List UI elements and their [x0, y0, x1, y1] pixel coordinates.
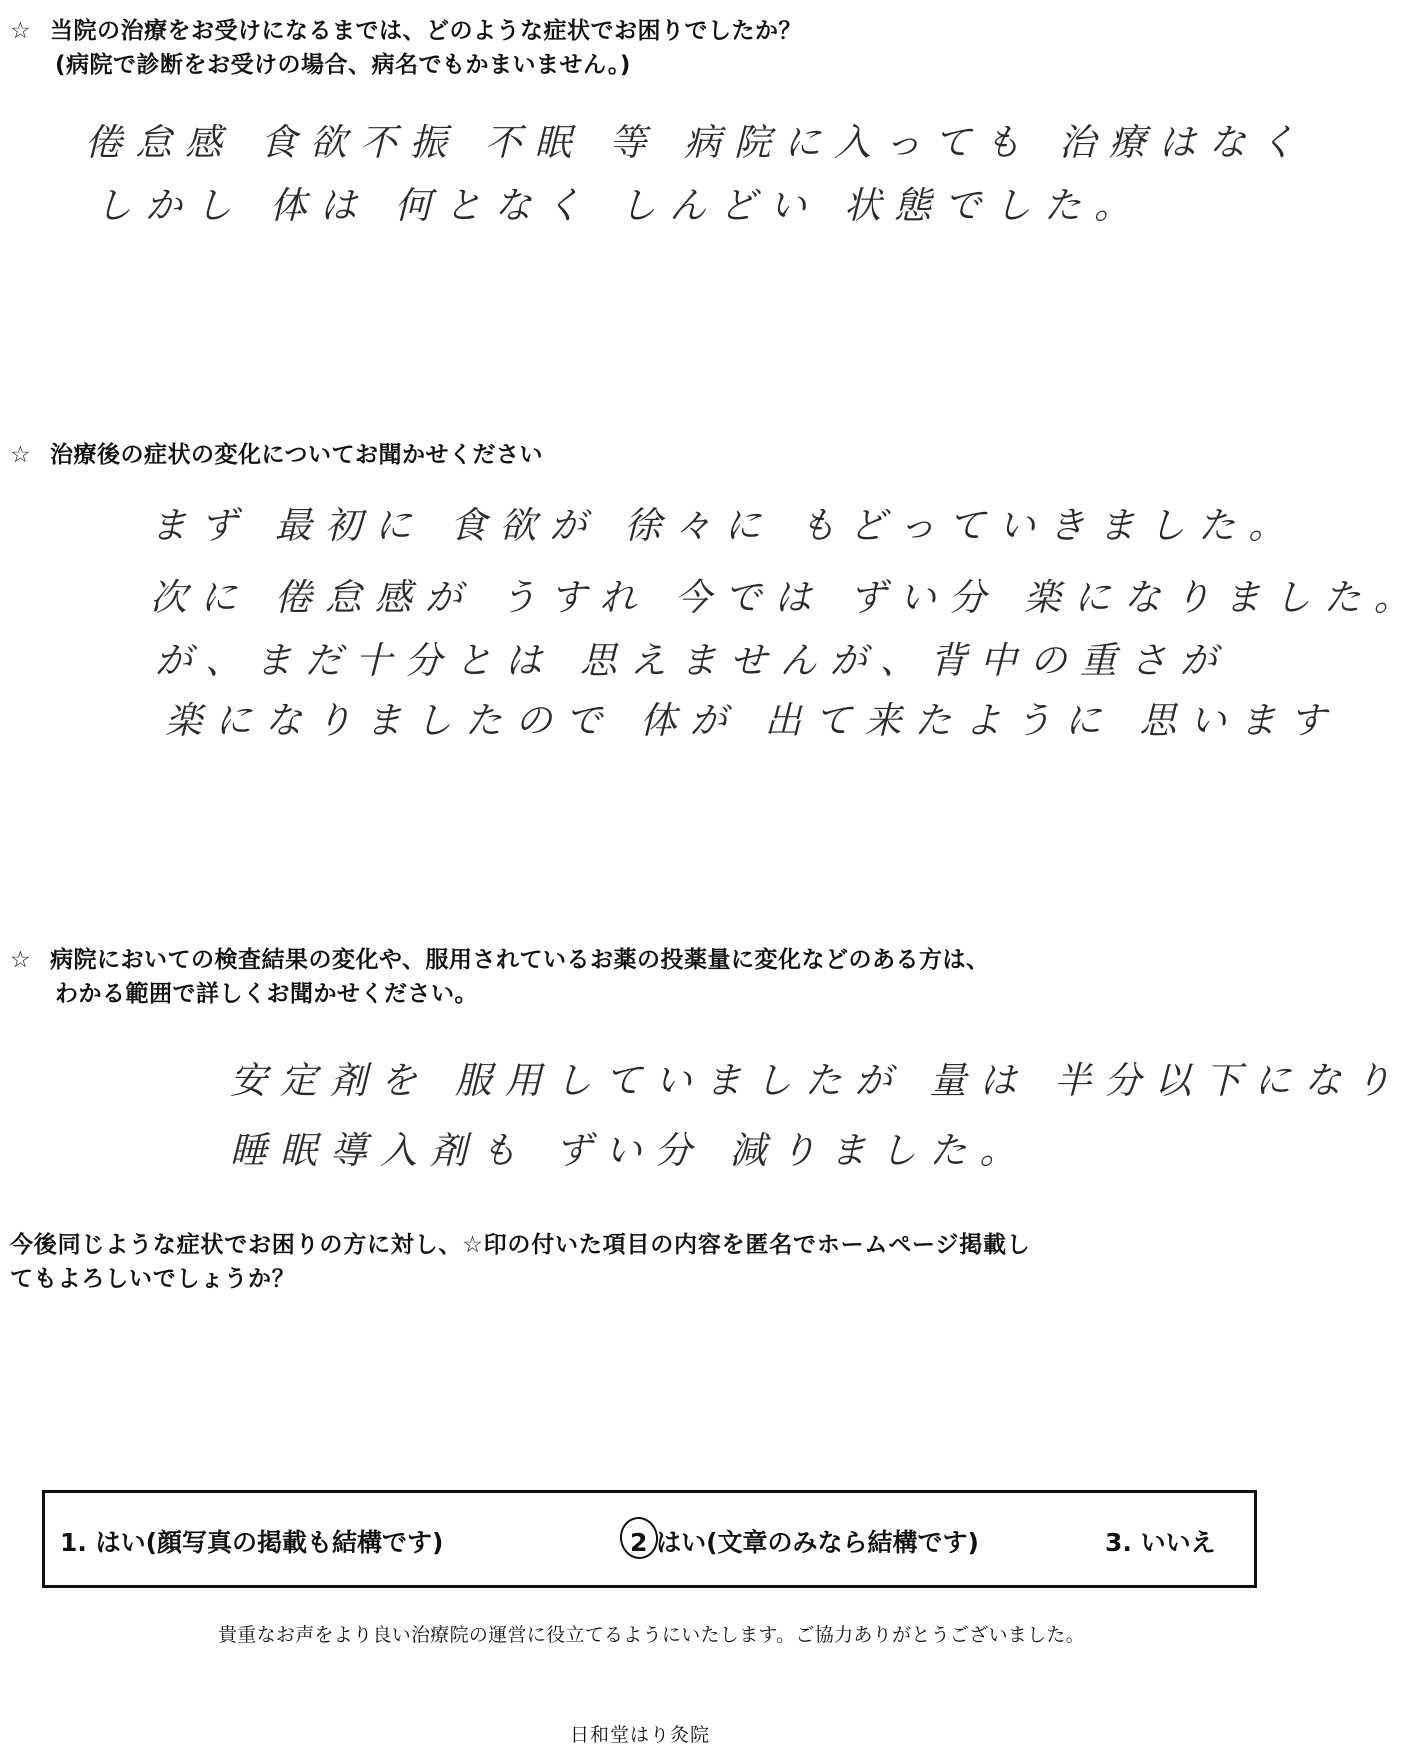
consent-text-line-2: てもよろしいでしょうか？ — [10, 1266, 296, 1292]
handwritten-answer-line: 安定剤を 服用していましたが 量は 半分以下になり — [230, 1059, 1405, 1102]
clinic-name: 日和堂はり灸院 — [569, 1724, 710, 1746]
handwritten-answer-line: しかし 体は 何となく しんどい 状態でした。 — [95, 184, 1145, 227]
star-icon: ☆ — [10, 18, 32, 44]
option-2-selected[interactable]: 2 はい(文章のみなら結構です) — [630, 1528, 979, 1557]
consent-text-line-1: 今後同じような症状でお困りの方に対し、☆印の付いた項目の内容を匿名でホームページ掲載し — [10, 1232, 1031, 1258]
handwritten-answer-line: 楽になりましたので 体が 出て来たように 思います — [165, 699, 1340, 742]
question-2 — [10, 438, 1260, 472]
thanks-message: 貴重なお声をより良い治療院の運営に役立てるようにいたします。ご協力ありがとうございました。 — [218, 1624, 1085, 1646]
handwritten-answer-line: 睡眠導入剤も ずい分 減りました。 — [230, 1129, 1030, 1172]
option-1[interactable]: 1. はい(顔写真の掲載も結構です) — [60, 1528, 444, 1557]
star-icon: ☆ — [10, 442, 32, 468]
star-icon: ☆ — [10, 947, 32, 973]
handwritten-answer-line: 次に 倦怠感が うすれ 今では ずい分 楽になりました。 — [150, 576, 1424, 619]
question-3-note: わかる範囲で詳しくお聞かせください。 — [55, 981, 478, 1007]
option-3[interactable]: 3. いいえ — [1105, 1528, 1216, 1557]
question-1-text: ☆ 当院の治療をお受けになるまでは、どのような症状でお困りでしたか？ — [10, 14, 1260, 48]
consent-question — [10, 1228, 1260, 1296]
question-3 — [10, 943, 1260, 1011]
handwritten-answer-line: まず 最初に 食欲が 徐々に もどっていきました。 — [150, 504, 1299, 547]
consent-options-box — [42, 1490, 1257, 1588]
question-2-text: ☆ 治療後の症状の変化についてお聞かせください — [10, 438, 1260, 472]
question-1 — [10, 14, 1260, 82]
question-3-text: ☆ 病院においての検査結果の変化や、服用されているお薬の投薬量に変化などのある方は、 — [10, 943, 1260, 977]
handwritten-answer-line: が、まだ十分とは 思えませんが、背中の重さが — [155, 639, 1230, 682]
question-1-note: (病院で診断をお受けの場合、病名でもかまいません。) — [55, 52, 631, 78]
handwritten-answer-line: 倦怠感 食欲不振 不眠 等 病院に入っても 治療はなく — [85, 121, 1309, 164]
